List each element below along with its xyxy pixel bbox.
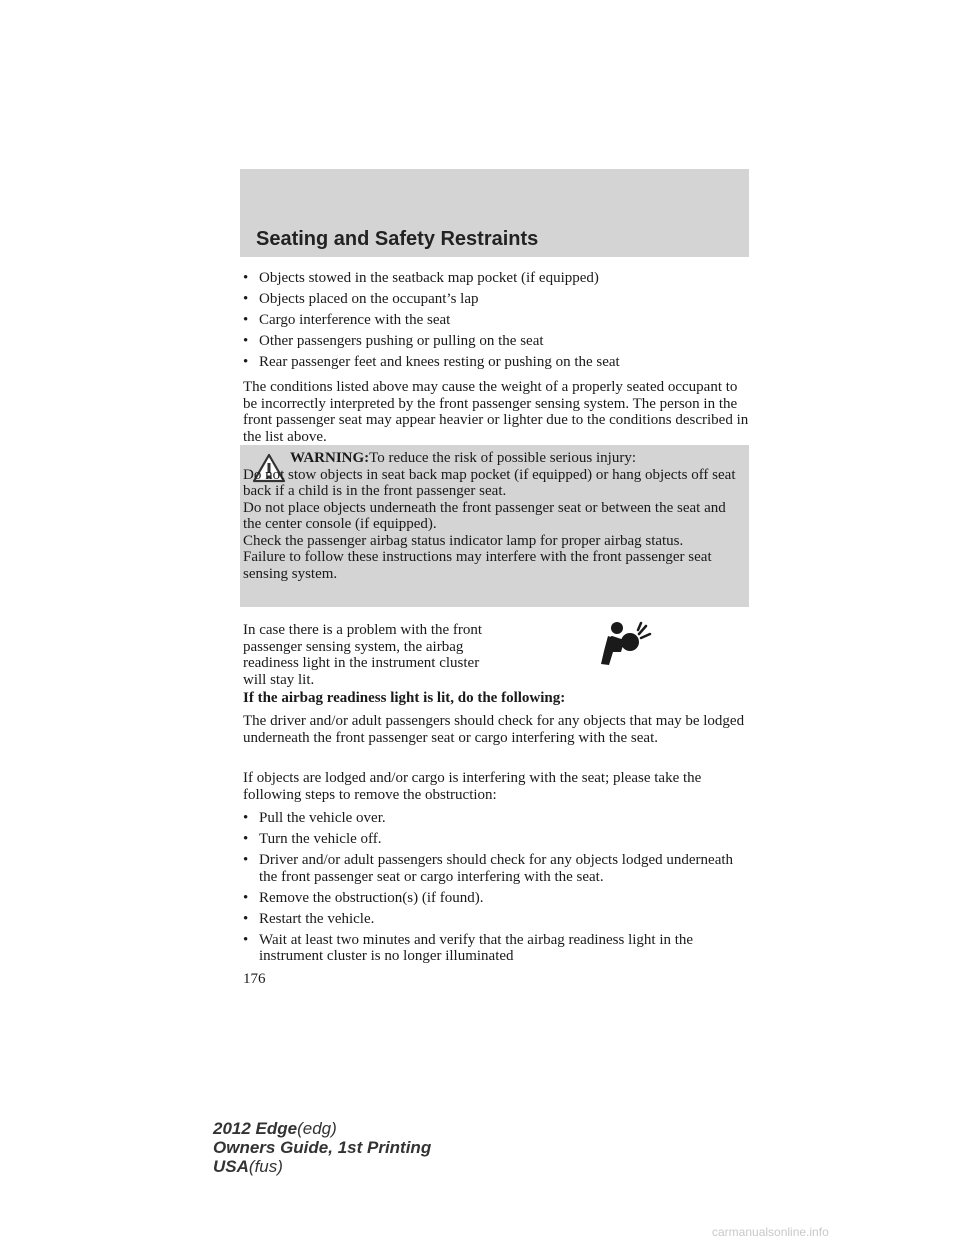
section-title: Seating and Safety Restraints	[256, 228, 539, 250]
list-item: • Wait at least two minutes and verify that the airbag readiness light in the instrument cluster is no longer illuminated	[243, 931, 694, 964]
page-number: 176	[243, 971, 266, 987]
conditions-paragraph: The conditions listed above may cause the weight of a properly seated occupant to be incorrectly interpreted by the front passenger sensing system. The person in the front passenger seat may appear heavier or lighter due to the conditions described in the list above.	[243, 379, 749, 445]
warning-label: WARNING:	[290, 450, 370, 466]
conditions-list	[243, 270, 753, 375]
list-item: • Other passengers pushing or pulling on the seat	[243, 333, 544, 349]
list-item: • Remove the obstruction(s) (if found).	[243, 889, 484, 906]
list-item: • Driver and/or adult passengers should check for any objects lodged underneath the front passenger seat or cargo interfering with the seat.	[243, 852, 734, 885]
warning-line: Do not place objects underneath the front passenger seat or between the seat and the center console (if equipped).	[243, 499, 726, 532]
airbag-readiness-icon	[594, 620, 654, 668]
remove-obstruction-paragraph: If objects are lodged and/or cargo is interfering with the seat; please take the following steps to remove the obstruction:	[243, 770, 702, 803]
list-item: • Restart the vehicle.	[243, 910, 375, 927]
list-item: • Cargo interference with the seat	[243, 312, 451, 328]
list-item: • Pull the vehicle over.	[243, 810, 386, 826]
site-watermark: carmanualsonline.info	[712, 1225, 829, 1239]
warning-line: Failure to follow these instructions may interfere with the front passenger seat sensing system.	[243, 549, 712, 582]
warning-text	[243, 450, 743, 582]
sensing-problem-paragraph: In case there is a problem with the front passenger sensing system, the airbag readiness light in the instrument cluster will stay lit.	[243, 622, 483, 688]
instruction-heading: If the airbag readiness light is lit, do the following:	[243, 690, 566, 706]
steps-list	[243, 810, 753, 969]
list-item: • Objects placed on the occupant’s lap	[243, 291, 479, 307]
check-objects-paragraph: The driver and/or adult passengers should check for any objects that may be lodged underneath the front passenger seat or cargo interfering with the seat.	[243, 713, 745, 746]
print-footer: 2012 Edge(edg) Owners Guide, 1st Printing USA(fus)	[213, 1119, 432, 1176]
list-item: • Rear passenger feet and knees resting or pushing on the seat	[243, 354, 620, 370]
warning-line: Do not stow objects in seat back map pocket (if equipped) or hang objects off seat back if a child is in the front passenger seat.	[243, 466, 736, 499]
warning-box	[240, 445, 749, 607]
warning-line: Check the passenger airbag status indicator lamp for proper airbag status.	[243, 532, 684, 549]
warning-lead: To reduce the risk of possible serious injury:	[369, 450, 636, 466]
list-item: • Turn the vehicle off.	[243, 831, 382, 847]
list-item: • Objects stowed in the seatback map pocket (if equipped)	[243, 270, 599, 286]
